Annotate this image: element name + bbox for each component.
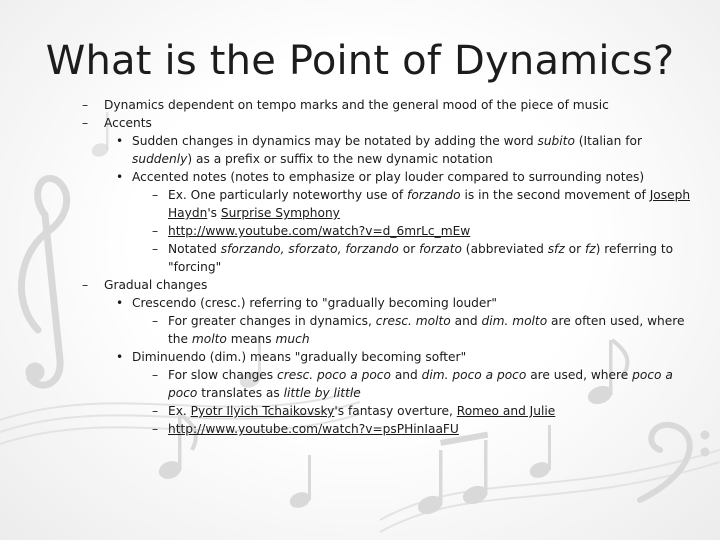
bullet-level-3 [82,366,704,402]
bullet-level-1 [82,96,704,114]
italic-text: poco a poco [168,368,673,400]
hyperlink[interactable]: http://www.youtube.com/watch?v=psPHinIaaFU [168,422,459,436]
bullet-text: are used, where [526,368,633,382]
bullet-level-3 [82,240,704,276]
bullet-level-3 [82,420,704,438]
bullet-marker: – [82,116,89,130]
bullet-marker: – [152,368,159,382]
bullet-level-1 [82,114,704,132]
bullet-marker: – [152,224,159,238]
italic-text: sforzando, sforzato, forzando [220,242,399,256]
bullet-level-3 [82,186,704,222]
bullet-text: Ex. [168,404,191,418]
bullet-text: Crescendo (cresc.) referring to "gradually becoming louder" [132,296,498,310]
bullet-list [82,96,704,438]
bullet-text: means [226,332,276,346]
bullet-level-2 [82,348,704,366]
hyperlink[interactable]: Joseph Haydn [168,188,691,220]
hyperlink[interactable]: http://www.youtube.com/watch?v=d_6mrLc_mEw [168,224,471,238]
slide-title: What is the Point of Dynamics? [45,38,675,84]
bullet-text: Gradual changes [104,278,208,292]
bullet-level-2 [82,132,704,168]
bullet-text: ) referring to "forcing" [168,242,674,274]
bullet-marker: – [152,188,159,202]
hyperlink[interactable]: Surprise Symphony [220,206,340,220]
bullet-marker: • [116,134,124,148]
bullet-level-3 [82,402,704,420]
italic-text: suddenly [132,152,188,166]
italic-text: forzato [419,242,462,256]
bullet-text: Dynamics dependent on tempo marks and the general mood of the piece of music [104,98,609,112]
italic-text: molto [191,332,227,346]
italic-text: much [275,332,310,346]
bullet-text: or [564,242,585,256]
bullet-text: is in the second movement of [460,188,650,202]
bullet-text: (Italian for [574,134,642,148]
bullet-marker: – [152,314,159,328]
bullet-text: Notated [168,242,221,256]
bullet-text: or [398,242,420,256]
bullet-text: ) as a prefix or suffix to the new dynamic notation [187,152,493,166]
italic-text: dim. molto [481,314,548,328]
italic-text: cresc. poco a poco [277,368,391,382]
bullet-level-1 [82,276,704,294]
bullet-text: translates as [197,386,284,400]
bullet-text: and [450,314,482,328]
bullet-text: Sudden changes in dynamics may be notated by adding the word [132,134,538,148]
italic-text: forzando [407,188,461,202]
bullet-level-2 [82,294,704,312]
italic-text: dim. poco a poco [421,368,527,382]
italic-text: subito [537,134,575,148]
bullet-marker: • [116,350,124,364]
bullet-marker: – [152,242,159,256]
italic-text: cresc. molto [375,314,451,328]
bullet-text: For greater changes in dynamics, [168,314,376,328]
hyperlink[interactable]: Pyotr Ilyich Tchaikovsky [190,404,335,418]
bullet-level-3 [82,222,704,240]
bullet-text: (abbreviated [461,242,548,256]
bullet-text: For slow changes [168,368,278,382]
hyperlink[interactable]: Romeo and Julie [456,404,556,418]
bullet-marker: – [152,404,159,418]
bullet-marker: • [116,170,124,184]
italic-text: little by little [283,386,361,400]
bullet-text: and [390,368,422,382]
bullet-text: Accents [104,116,152,130]
italic-text: fz [584,242,596,256]
bullet-text: Ex. One particularly noteworthy use of [168,188,408,202]
bullet-marker: – [82,98,89,112]
bullet-text: 's [207,206,221,220]
bullet-text: Accented notes (notes to emphasize or play louder compared to surrounding notes) [132,170,645,184]
bullet-level-3 [82,312,704,348]
bullet-level-2 [82,168,704,186]
bullet-text: 's fantasy overture, [334,404,457,418]
bullet-text: are often used, where the [168,314,685,346]
bullet-marker: – [82,278,89,292]
bullet-marker: – [152,422,159,436]
bullet-text: Diminuendo (dim.) means "gradually becoming softer" [132,350,467,364]
italic-text: sfz [547,242,565,256]
bullet-marker: • [116,296,124,310]
